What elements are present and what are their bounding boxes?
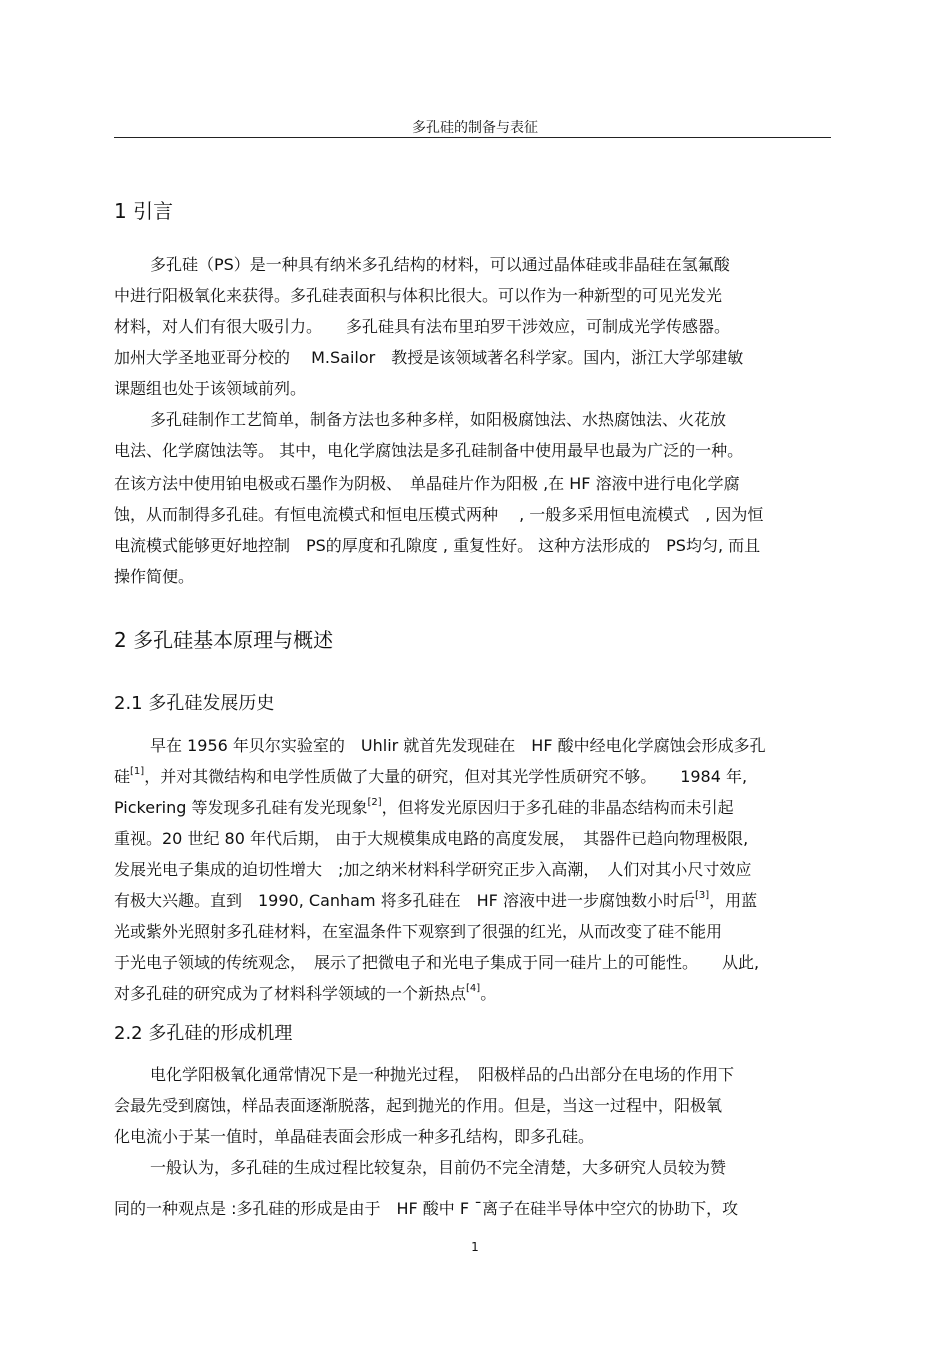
subsection-heading-history: 2.1 多孔硅发展历史 bbox=[114, 693, 275, 714]
paragraph-line: 中进行阳极氧化来获得。多孔硅表面积与体积比很大。可以作为一种新型的可见光发光 bbox=[114, 286, 723, 305]
citation-ref-2: [2] bbox=[367, 797, 382, 808]
paragraph-line: 操作简便。 bbox=[114, 567, 195, 586]
paragraph-line: 化电流小于某一值时，单晶硅表面会形成一种多孔结构，即多孔硅。 bbox=[114, 1127, 595, 1146]
text-segment: 有极大兴趣。直到 1990, Canham 将多孔硅在 HF 溶液中进一步腐蚀数小时后 bbox=[114, 891, 695, 910]
paragraph-line: 重视。20 世纪 80 年代后期， 由于大规模集成电路的高度发展， 其器件已趋向物理极限, bbox=[114, 829, 749, 848]
text-segment: 对多孔硅的研究成为了材料科学领域的一个新热点 bbox=[114, 984, 467, 1003]
text-segment: 。 bbox=[480, 984, 497, 1003]
paragraph-line bbox=[114, 890, 757, 915]
paragraph-line: 早在 1956 年贝尔实验室的 Uhlir 就首先发现硅在 HF 酸中经电化学腐蚀会形成多孔 bbox=[150, 736, 766, 755]
text-segment: ，并对其微结构和电学性质做了大量的研究，但对其光学性质研究不够。 1984 年, bbox=[144, 767, 748, 786]
text-segment: ，用蓝 bbox=[709, 891, 758, 910]
citation-ref-3: [3] bbox=[694, 890, 710, 901]
paragraph-line: 在该方法中使用铂电极或石墨作为阴极、 单晶硅片作为阳极 ,在 HF 溶液中进行电化学腐 bbox=[114, 474, 740, 493]
paragraph-line: 多孔硅制作工艺简单，制备方法也多种多样，如阳极腐蚀法、水热腐蚀法、火花放 bbox=[150, 410, 727, 429]
citation-ref-1: [1] bbox=[130, 766, 145, 777]
paragraph-line: 于光电子领域的传统观念， 展示了把微电子和光电子集成于同一硅片上的可能性。 从此, bbox=[114, 953, 760, 972]
paragraph-line bbox=[114, 797, 734, 822]
subsection-heading-formation: 2.2 多孔硅的形成机理 bbox=[114, 1023, 293, 1044]
section-heading-principles: 2 多孔硅基本原理与概述 bbox=[114, 628, 334, 652]
citation-ref-4: [4] bbox=[466, 983, 481, 994]
paragraph-line: 会最先受到腐蚀，样品表面逐渐脱落，起到抛光的作用。但是，当这一过程中，阳极氧 bbox=[114, 1096, 723, 1115]
paragraph-line: 蚀，从而制得多孔硅。有恒电流模式和恒电压模式两种 , 一般多采用恒电流模式 , 因为恒 bbox=[114, 505, 764, 524]
section-heading-introduction: 1 引言 bbox=[114, 199, 174, 223]
paragraph-line: 光或紫外光照射多孔硅材料，在室温条件下观察到了很强的红光，从而改变了硅不能用 bbox=[114, 922, 723, 941]
paragraph-line: 电流模式能够更好地控制 PS的厚度和孔隙度 , 重复性好。 这种方法形成的 PS均匀, 而且 bbox=[114, 536, 761, 555]
page-header-title: 多孔硅的制备与表征 bbox=[412, 120, 538, 136]
paragraph-line: 课题组也处于该领域前列。 bbox=[114, 379, 307, 398]
paragraph-line: 一般认为，多孔硅的生成过程比较复杂，目前仍不完全清楚，大多研究人员较为赞 bbox=[150, 1158, 727, 1177]
paragraph-line: 加州大学圣地亚哥分校的 M.Sailor 教授是该领域著名科学家。国内，浙江大学邬建敏 bbox=[114, 348, 744, 367]
text-segment: 硅 bbox=[114, 767, 131, 786]
paragraph-line: 材料，对人们有很大吸引力。 多孔硅具有法布里珀罗干涉效应，可制成光学传感器。 bbox=[114, 317, 731, 336]
paragraph-line: 电化学阳极氧化通常情况下是一种抛光过程， 阳极样品的凸出部分在电场的作用下 bbox=[150, 1065, 735, 1084]
paragraph-line bbox=[114, 766, 747, 791]
paragraph-line: 发展光电子集成的迫切性增大 ;加之纳米材料科学研究正步入高潮， 人们对其小尺寸效应 bbox=[114, 860, 752, 879]
paragraph-line: 电法、化学腐蚀法等。 其中，电化学腐蚀法是多孔硅制备中使用最早也最为广泛的一种。 bbox=[114, 441, 744, 460]
text-segment: Pickering 等发现多孔硅有发光现象 bbox=[114, 798, 368, 817]
paragraph-line: 多孔硅（PS）是一种具有纳米多孔结构的材料，可以通过晶体硅或非晶硅在氢氟酸 bbox=[150, 255, 730, 274]
page-number: 1 bbox=[471, 1240, 479, 1254]
paragraph-line bbox=[114, 983, 496, 1008]
paragraph-line: 同的一种观点是 :多孔硅的形成是由于 HF 酸中 F ˉ离子在硅半导体中空穴的协助下，攻 bbox=[114, 1199, 739, 1218]
text-segment: ，但将发光原因归于多孔硅的非晶态结构而未引起 bbox=[381, 798, 734, 817]
header-rule bbox=[114, 137, 831, 138]
